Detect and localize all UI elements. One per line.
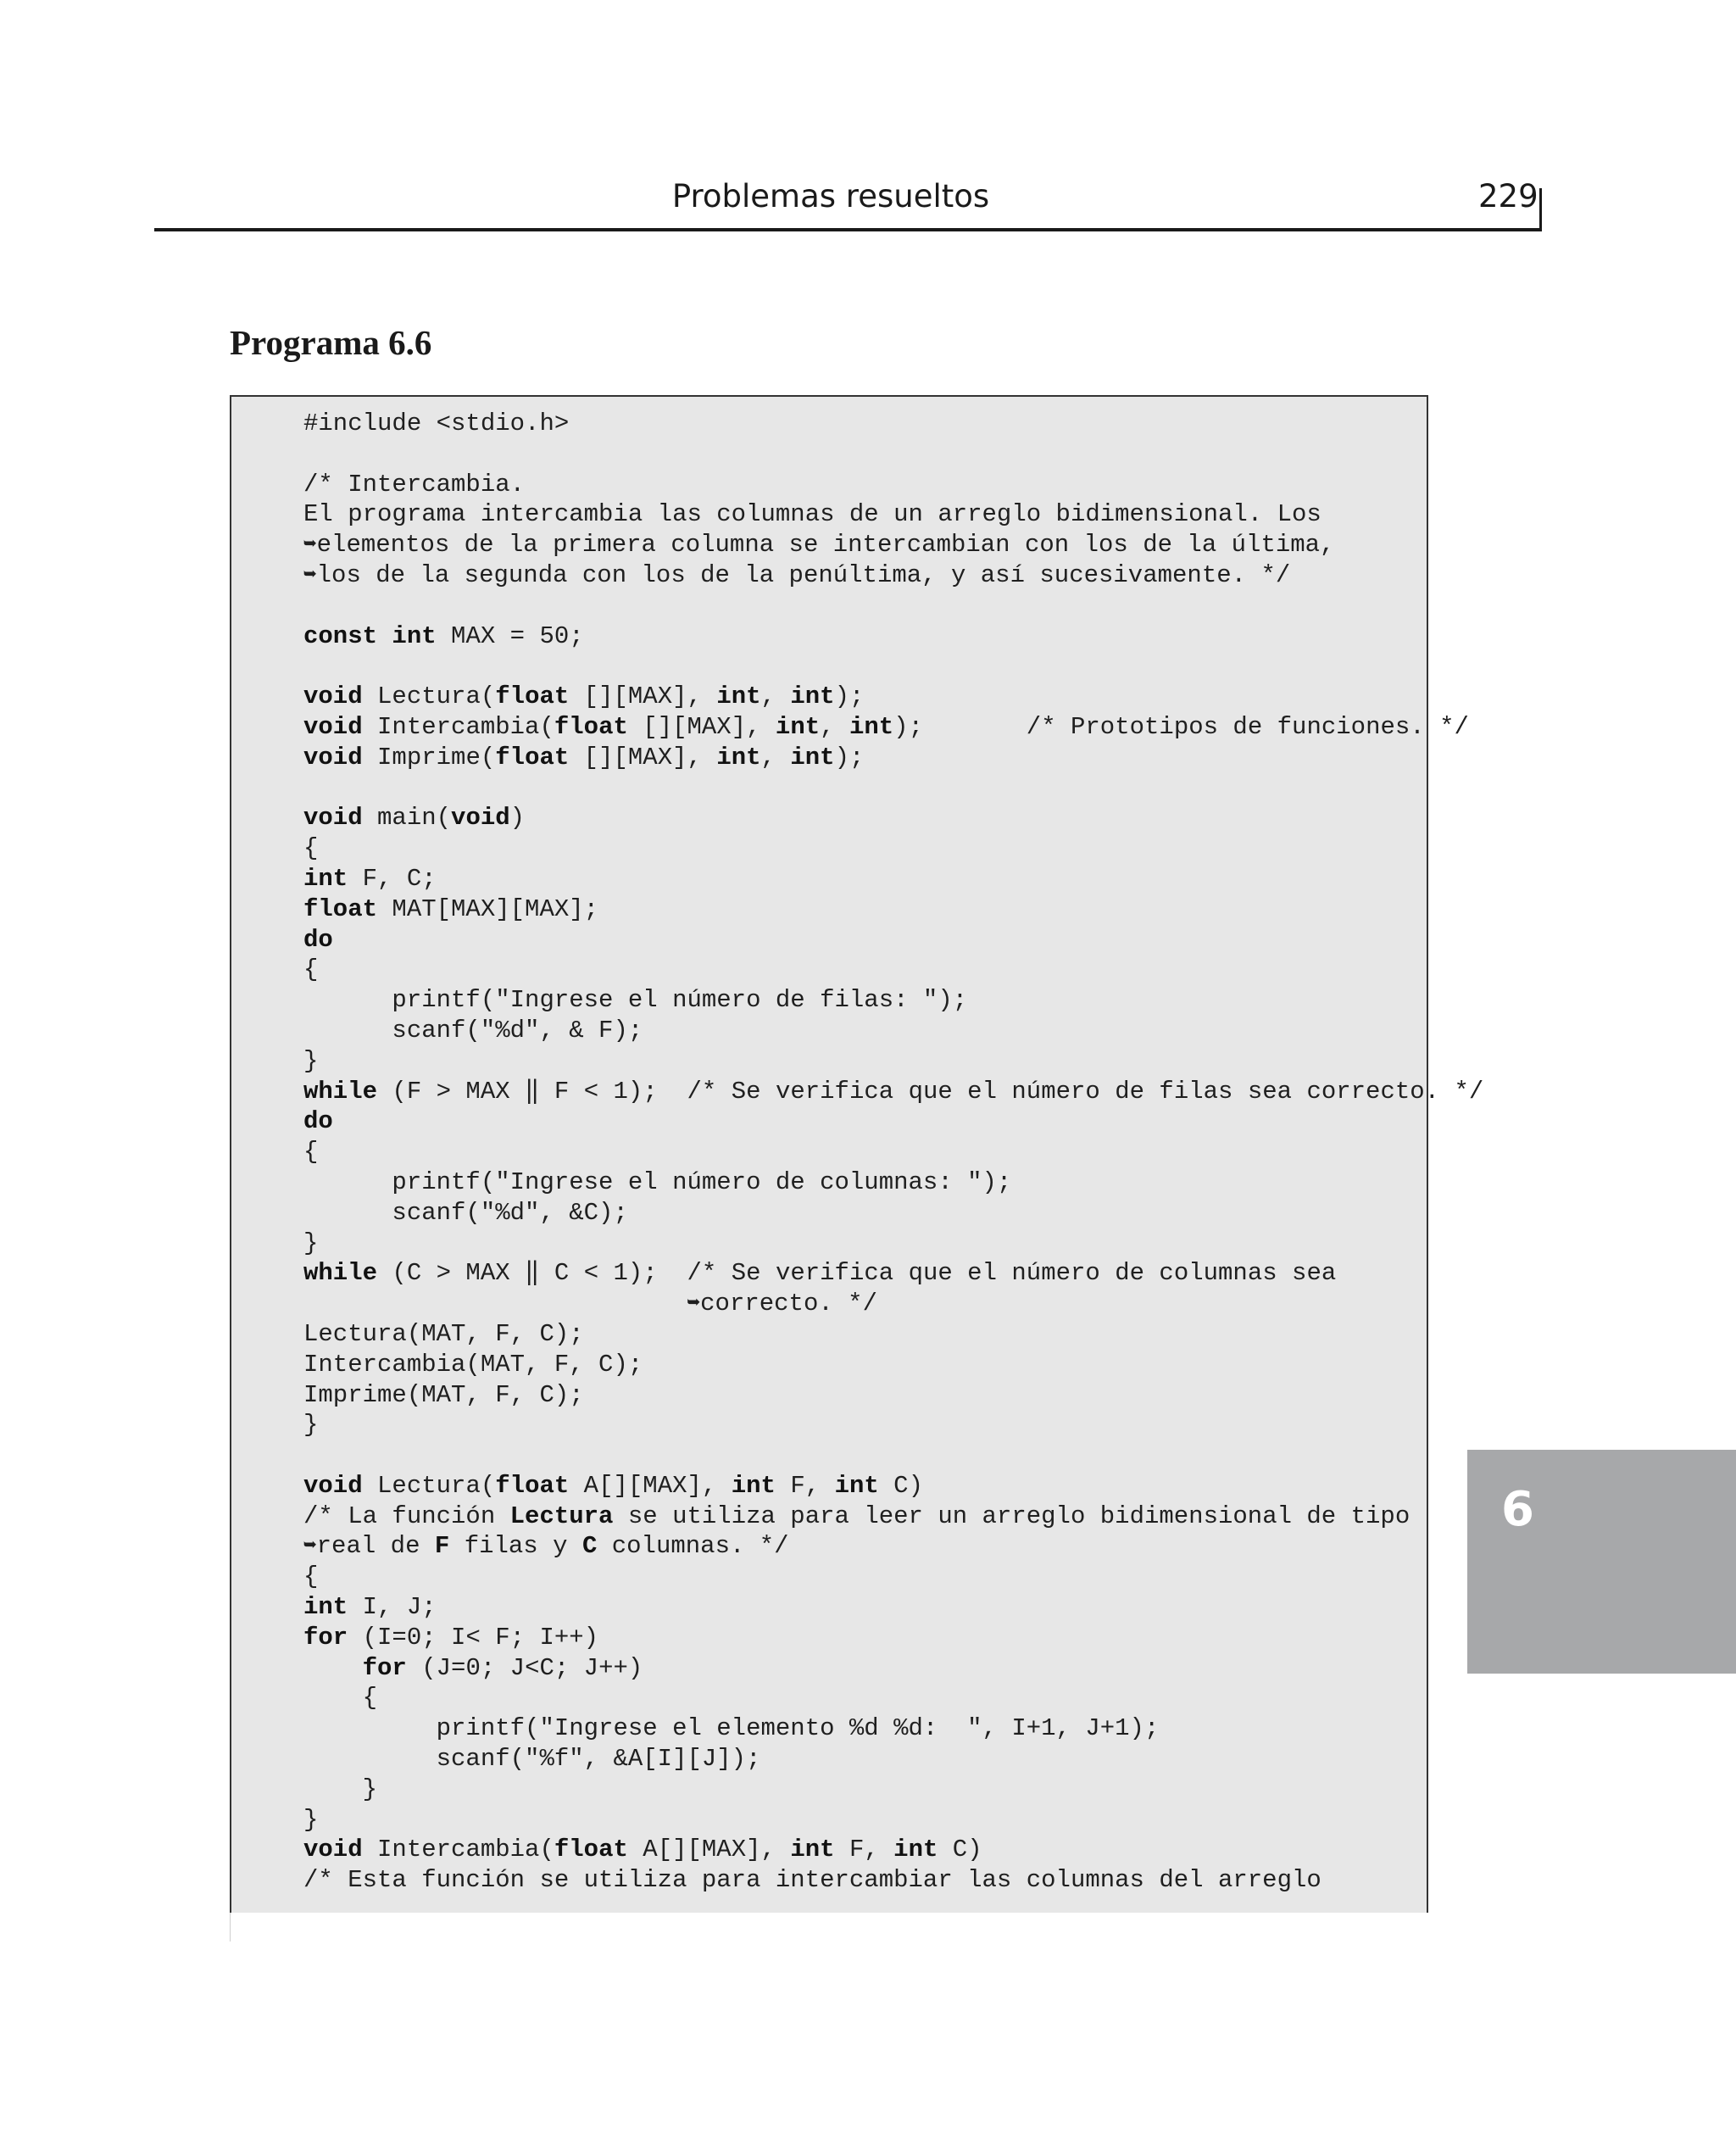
code-text: printf("Ingrese el número de filas: "); (303, 986, 968, 1015)
code-keyword: void (303, 1836, 363, 1864)
code-keyword: float (303, 894, 378, 923)
code-text: los de la segunda con los de la penúltima, y así sucesivamente. */ (316, 560, 1291, 589)
code-line (303, 1319, 1483, 1350)
code-text: A[][MAX], (569, 1471, 732, 1500)
code-text: columnas. */ (597, 1532, 789, 1561)
code-text (303, 1290, 687, 1318)
code-text: { (303, 1684, 378, 1713)
code-line (303, 1501, 1483, 1532)
code-text: filas y (449, 1532, 582, 1561)
code-keyword: int (303, 864, 348, 893)
code-keyword: float (495, 1471, 570, 1500)
code-line (303, 1198, 1483, 1228)
code-line (303, 1471, 1483, 1501)
code-text: (F > MAX ‖ F < 1); /* Se verifica que el número de filas sea correcto. */ (377, 1077, 1484, 1106)
code-text: { (303, 1563, 319, 1591)
code-line (303, 1805, 1483, 1836)
code-line (303, 591, 1483, 621)
code-keyword: do (303, 925, 333, 954)
code-text: C) (938, 1836, 982, 1864)
code-keyword: float (495, 682, 570, 711)
code-line (303, 651, 1483, 682)
code-line (303, 743, 1483, 773)
code-text: #include <stdio.h> (303, 409, 570, 437)
code-text: [][MAX], (569, 682, 717, 711)
running-header-title: Problemas resueltos (671, 178, 990, 214)
code-text: } (303, 1228, 319, 1257)
code-text: , (820, 712, 849, 741)
code-text: } (303, 1411, 319, 1440)
code-text: Imprime(MAT, F, C); (303, 1380, 584, 1409)
code-text: printf("Ingrese el elemento %d %d: ", I+1, J+1); (303, 1714, 1160, 1743)
code-line (303, 1713, 1483, 1744)
code-line (303, 621, 1483, 652)
code-keyword: while (303, 1077, 378, 1106)
header-rule-tick (1539, 188, 1542, 231)
code-text: C) (878, 1471, 923, 1500)
code-text: , (760, 682, 791, 711)
page-number: 229 (1478, 178, 1538, 214)
code-line (303, 955, 1483, 985)
code-text: (I=0; I< F; I++) (348, 1623, 599, 1652)
code-line (303, 985, 1483, 1016)
code-text: F, C; (348, 864, 437, 893)
code-keyword: F (434, 1532, 450, 1561)
code-text: (C > MAX ‖ C < 1); /* Se verifica que el número de columnas sea (377, 1259, 1337, 1288)
code-line (303, 1865, 1483, 1896)
continuation-arrow-icon: ➥ (303, 1534, 317, 1560)
code-text: , (760, 743, 791, 772)
code-line (303, 1137, 1483, 1167)
code-text: printf("Ingrese el número de columnas: "); (303, 1167, 1012, 1196)
code-text (303, 1654, 363, 1682)
code-keyword: int (790, 743, 835, 772)
code-line (303, 1258, 1483, 1289)
code-keyword: float (495, 743, 570, 772)
code-text: MAX = 50; (436, 621, 584, 650)
code-line (303, 530, 1483, 560)
code-line (303, 925, 1483, 955)
code-keyword: for (303, 1623, 348, 1652)
code-text: MAT[MAX][MAX]; (377, 894, 599, 923)
code-text: correcto. */ (700, 1290, 877, 1318)
code-keyword: int (716, 682, 761, 711)
code-text: (J=0; J<C; J++) (406, 1653, 643, 1682)
code-line (303, 1350, 1483, 1380)
code-line (303, 1562, 1483, 1592)
code-keyword: while (303, 1259, 378, 1288)
code-text: Intercambia(MAT, F, C); (303, 1350, 643, 1379)
code-listing (303, 409, 1483, 1896)
code-line (303, 1531, 1483, 1562)
code-keyword: int (849, 712, 894, 741)
code-box-edge (230, 1913, 231, 1942)
code-line (303, 864, 1483, 894)
code-keyword: void (303, 804, 363, 833)
code-line (303, 1774, 1483, 1805)
code-text: Intercambia( (362, 1836, 554, 1864)
code-line (303, 1653, 1483, 1684)
code-line (303, 439, 1483, 470)
code-line (303, 499, 1483, 530)
code-line (303, 773, 1483, 804)
code-text: /* Esta función se utiliza para intercambiar las columnas del arreglo (303, 1866, 1321, 1895)
code-keyword: C (581, 1532, 598, 1561)
continuation-arrow-icon: ➥ (687, 1291, 701, 1318)
code-line (303, 712, 1483, 743)
code-text: se utiliza para leer un arreglo bidimensional de tipo (613, 1501, 1410, 1530)
code-text: Lectura(MAT, F, C); (303, 1319, 584, 1348)
code-text: ) (509, 804, 526, 833)
code-text: scanf("%d", &C); (303, 1198, 628, 1227)
code-text: scanf("%f", &A[I][J]); (303, 1745, 761, 1774)
code-keyword: void (303, 743, 363, 772)
header-rule (154, 228, 1542, 231)
code-text: Lectura( (362, 682, 496, 711)
code-text: } (303, 1805, 319, 1834)
code-text: I, J; (348, 1593, 437, 1622)
code-text: ); (834, 743, 865, 772)
code-text: ); (834, 682, 865, 711)
code-text: ); /* Prototipos de funciones. */ (893, 712, 1469, 741)
code-text: { (303, 1138, 319, 1167)
code-keyword: do (303, 1107, 333, 1136)
code-line (303, 560, 1483, 591)
code-line (303, 833, 1483, 864)
code-text: main( (362, 804, 452, 833)
code-text: Intercambia( (362, 712, 554, 741)
code-keyword: int (716, 743, 761, 772)
code-keyword: void (451, 804, 510, 833)
code-text: Lectura( (362, 1471, 496, 1500)
code-keyword: const (303, 621, 378, 650)
code-text: } (303, 1774, 378, 1803)
code-text: { (303, 955, 319, 984)
continuation-arrow-icon: ➥ (303, 532, 317, 559)
code-line (303, 1016, 1483, 1046)
code-text: F, (834, 1836, 894, 1864)
code-line (303, 1592, 1483, 1623)
code-text (377, 622, 392, 650)
code-text: } (303, 1046, 319, 1075)
code-line (303, 470, 1483, 500)
code-keyword: void (303, 1471, 363, 1500)
code-keyword: int (893, 1836, 938, 1864)
continuation-arrow-icon: ➥ (303, 562, 317, 588)
code-keyword: int (731, 1471, 776, 1500)
code-line (303, 682, 1483, 712)
program-title: Programa 6.6 (230, 323, 432, 362)
code-text: [][MAX], (569, 743, 717, 772)
code-text: /* Intercambia. (303, 470, 526, 499)
code-line (303, 894, 1483, 925)
code-text: /* La función (303, 1501, 510, 1530)
chapter-number: 6 (1501, 1482, 1534, 1537)
code-line (303, 1167, 1483, 1198)
code-text: [][MAX], (627, 712, 776, 741)
code-text: A[][MAX], (627, 1836, 791, 1864)
code-text: real de (316, 1532, 435, 1561)
code-keyword: float (554, 1836, 628, 1864)
code-line (303, 1046, 1483, 1077)
code-text: F, (775, 1471, 835, 1500)
chapter-tab (1467, 1450, 1736, 1674)
code-text: Imprime( (362, 743, 496, 772)
code-keyword: float (554, 712, 628, 741)
code-text: elementos de la primera columna se intercambian con los de la última, (316, 531, 1335, 560)
code-keyword: int (775, 712, 821, 741)
code-line (303, 1380, 1483, 1411)
code-line (303, 1683, 1483, 1713)
code-keyword: int (834, 1471, 879, 1500)
code-line (303, 1228, 1483, 1259)
code-text: scanf("%d", & F); (303, 1016, 643, 1045)
code-keyword: int (790, 682, 835, 711)
code-line (303, 1106, 1483, 1137)
code-keyword: void (303, 682, 363, 711)
code-line (303, 1623, 1483, 1653)
code-keyword: int (392, 621, 437, 650)
code-keyword: int (790, 1836, 835, 1864)
code-line (303, 803, 1483, 833)
code-line (303, 1440, 1483, 1471)
code-keyword: int (303, 1593, 348, 1622)
code-line (303, 1744, 1483, 1774)
code-keyword: void (303, 712, 363, 741)
code-line (303, 1410, 1483, 1440)
code-line (303, 1289, 1483, 1319)
code-keyword: Lectura (509, 1501, 614, 1530)
code-line (303, 409, 1483, 439)
code-text: { (303, 834, 319, 863)
code-keyword: for (362, 1653, 407, 1682)
code-line (303, 1835, 1483, 1865)
code-line (303, 1077, 1483, 1107)
code-text: El programa intercambia las columnas de un arreglo bidimensional. Los (303, 500, 1321, 529)
